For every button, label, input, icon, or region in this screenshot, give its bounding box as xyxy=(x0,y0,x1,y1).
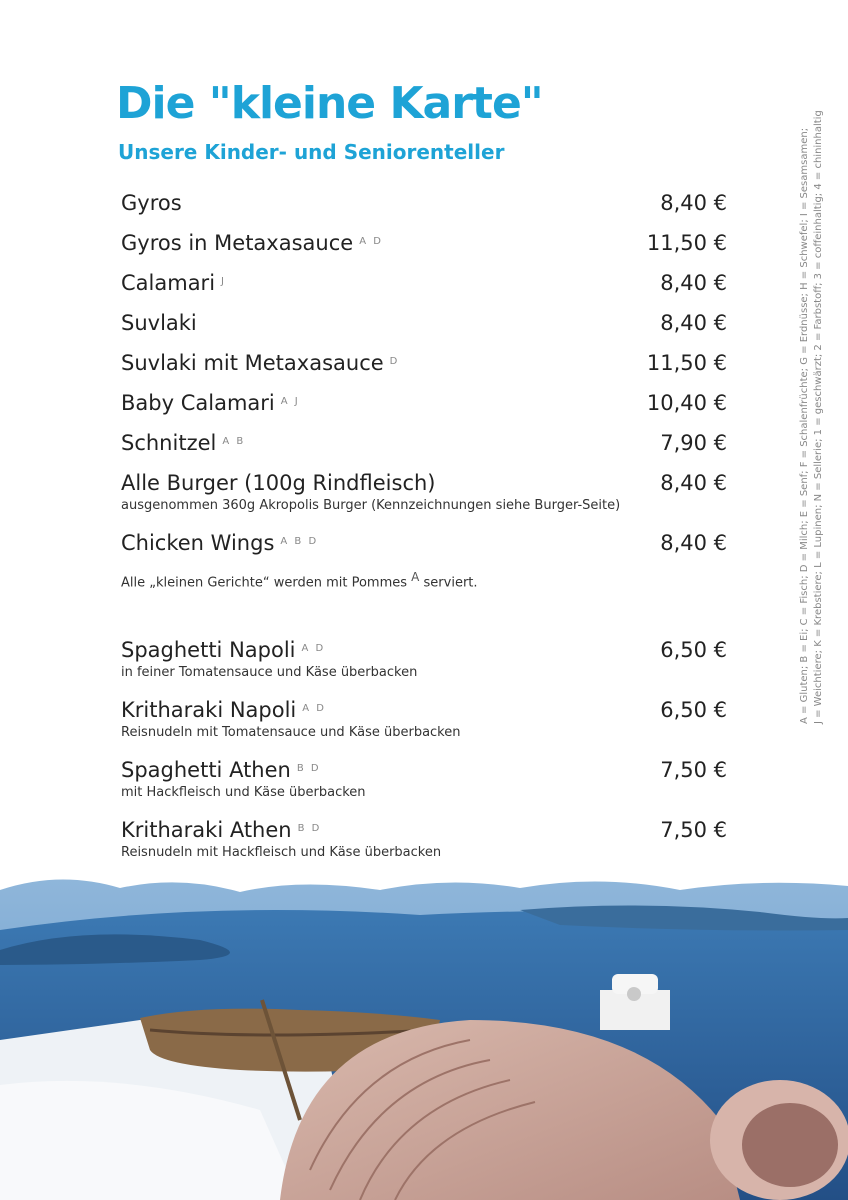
allergen-legend-line-1: A = Gluten; B = Ei; C = Fisch; D = Milch; E = Senf; F = Schalenfrüchte; G = Erdnüsse; H = Schwefel; I = Sesamsamen; xyxy=(799,127,810,724)
menu-item-name: Spaghetti Athen xyxy=(121,758,291,782)
menu-item xyxy=(121,190,727,216)
menu-item-allergens: J xyxy=(221,275,226,287)
menu-item-price: 8,40 € xyxy=(660,191,727,215)
menu-item xyxy=(121,470,727,514)
menu-item xyxy=(121,637,727,681)
menu-item-allergens: A D xyxy=(302,702,326,714)
menu-item-price: 8,40 € xyxy=(660,531,727,555)
note-allergen: A xyxy=(411,570,420,584)
menu-item-name: Schnitzel xyxy=(121,431,217,455)
note-text: Alle „kleinen Gerichte“ werden mit Pommes xyxy=(121,575,408,591)
menu-item-name: Kritharaki Athen xyxy=(121,818,292,842)
menu-item-description: ausgenommen 360g Akropolis Burger (Kennzeichnungen siehe Burger-Seite) xyxy=(121,498,621,513)
menu-item-name: Gyros xyxy=(121,191,182,215)
santorini-scene-image xyxy=(0,870,848,1200)
menu-subtitle: Unsere Kinder- und Seniorenteller xyxy=(118,140,505,164)
menu-item-allergens: B D xyxy=(297,822,322,834)
menu-item xyxy=(121,390,727,416)
menu-item-price: 8,40 € xyxy=(660,271,727,295)
menu-item-description: mit Hackfleisch und Käse überbacken xyxy=(121,785,366,800)
menu-item-allergens: A D xyxy=(359,235,383,247)
menu-title: Die "kleine Karte" xyxy=(116,78,543,129)
menu-item-name: Spaghetti Napoli xyxy=(121,638,296,662)
menu-item-allergens: B D xyxy=(296,762,321,774)
side-dish-note xyxy=(121,570,478,590)
menu-item-allergens: A B xyxy=(222,435,246,447)
menu-item xyxy=(121,530,727,556)
menu-item xyxy=(121,430,727,456)
menu-item-price: 7,50 € xyxy=(660,818,727,842)
menu-item-name: Suvlaki mit Metaxasauce xyxy=(121,351,384,375)
menu-item-name: Alle Burger (100g Rindfleisch) xyxy=(121,471,436,495)
menu-item xyxy=(121,270,727,296)
note-text-end: serviert. xyxy=(423,575,478,591)
menu-item-name: Calamari xyxy=(121,271,216,295)
menu-item xyxy=(121,230,727,256)
menu-item-price: 6,50 € xyxy=(660,698,727,722)
menu-item-allergens: A D xyxy=(301,642,326,654)
menu-item-price: 10,40 € xyxy=(646,391,727,415)
menu-item xyxy=(121,310,727,336)
menu-item-price: 11,50 € xyxy=(646,351,727,375)
menu-item-allergens: A J xyxy=(280,395,300,407)
menu-item xyxy=(121,350,727,376)
menu-item xyxy=(121,817,727,861)
menu-item-allergens: A B D xyxy=(280,535,319,547)
menu-item-allergens: D xyxy=(389,355,400,367)
menu-item-price: 8,40 € xyxy=(660,471,727,495)
menu-item-name: Gyros in Metaxasauce xyxy=(121,231,354,255)
allergen-legend xyxy=(790,84,830,724)
menu-item-price: 7,90 € xyxy=(660,431,727,455)
menu-item-description: in feiner Tomatensauce und Käse überbacken xyxy=(121,665,418,680)
menu-item-description: Reisnudeln mit Hackfleisch und Käse überbacken xyxy=(121,845,442,860)
menu-item xyxy=(121,757,727,801)
menu-item-name: Chicken Wings xyxy=(121,531,275,555)
menu-item-price: 7,50 € xyxy=(660,758,727,782)
menu-item-name: Suvlaki xyxy=(121,311,197,335)
menu-item xyxy=(121,697,727,741)
menu-item-price: 8,40 € xyxy=(660,311,727,335)
menu-item-price: 11,50 € xyxy=(646,231,727,255)
menu-item-price: 6,50 € xyxy=(660,638,727,662)
menu-item-description: Reisnudeln mit Tomatensauce und Käse überbacken xyxy=(121,725,461,740)
menu-item-name: Kritharaki Napoli xyxy=(121,698,297,722)
menu-item-name: Baby Calamari xyxy=(121,391,275,415)
allergen-legend-line-2: J = Weichtiere; K = Krebstiere; L = Lupinen; N = Sellerie; 1 = geschwärzt; 2 = Farbstoff; 3 = coffeinhaltig; 4 = chininhaltig xyxy=(813,110,824,724)
